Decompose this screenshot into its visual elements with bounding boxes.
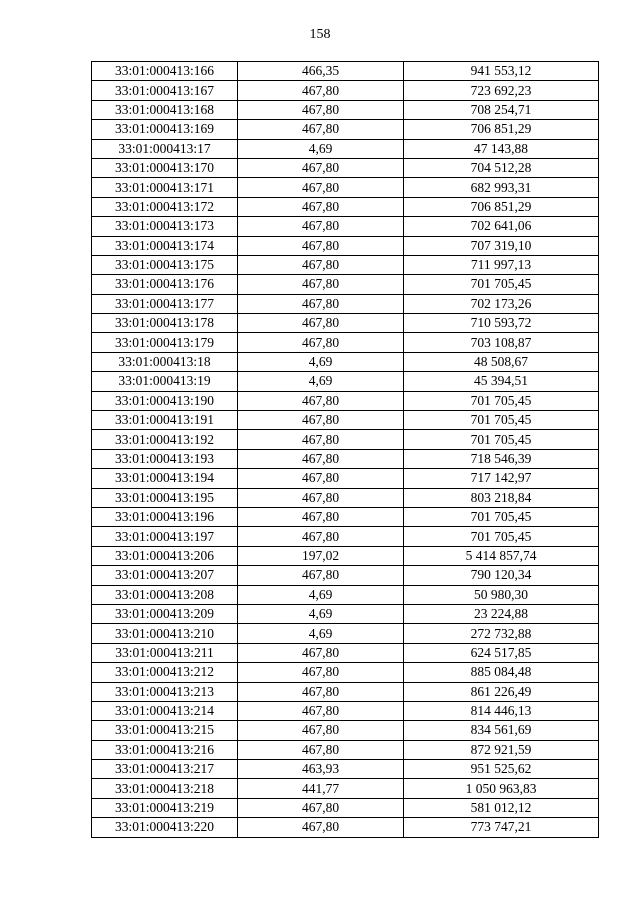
value-cell: 48 508,67	[404, 352, 599, 371]
table-body	[92, 62, 599, 838]
value-cell: 711 997,13	[404, 255, 599, 274]
value-cell: 23 224,88	[404, 604, 599, 623]
value-cell: 706 851,29	[404, 120, 599, 139]
table-row	[92, 294, 599, 313]
value-cell: 45 394,51	[404, 372, 599, 391]
area-cell: 467,80	[238, 818, 404, 837]
cadastral-number-cell: 33:01:000413:173	[92, 217, 238, 236]
value-cell: 951 525,62	[404, 760, 599, 779]
cadastral-number-cell: 33:01:000413:18	[92, 352, 238, 371]
cadastral-number-cell: 33:01:000413:168	[92, 100, 238, 119]
table-row	[92, 81, 599, 100]
value-cell: 706 851,29	[404, 197, 599, 216]
area-cell: 467,80	[238, 430, 404, 449]
area-cell: 467,80	[238, 275, 404, 294]
cadastral-number-cell: 33:01:000413:206	[92, 546, 238, 565]
value-cell: 682 993,31	[404, 178, 599, 197]
area-cell: 4,69	[238, 585, 404, 604]
table-row	[92, 663, 599, 682]
cadastral-number-cell: 33:01:000413:174	[92, 236, 238, 255]
cadastral-number-cell: 33:01:000413:196	[92, 507, 238, 526]
cadastral-number-cell: 33:01:000413:218	[92, 779, 238, 798]
cadastral-number-cell: 33:01:000413:195	[92, 488, 238, 507]
cadastral-number-cell: 33:01:000413:179	[92, 333, 238, 352]
area-cell: 467,80	[238, 120, 404, 139]
value-cell: 834 561,69	[404, 721, 599, 740]
table-row	[92, 411, 599, 430]
area-cell: 467,80	[238, 236, 404, 255]
cadastral-number-cell: 33:01:000413:207	[92, 566, 238, 585]
value-cell: 701 705,45	[404, 527, 599, 546]
value-cell: 885 084,48	[404, 663, 599, 682]
value-cell: 861 226,49	[404, 682, 599, 701]
area-cell: 467,80	[238, 488, 404, 507]
value-cell: 814 446,13	[404, 701, 599, 720]
cadastral-table	[91, 61, 599, 838]
cadastral-number-cell: 33:01:000413:190	[92, 391, 238, 410]
area-cell: 467,80	[238, 197, 404, 216]
table-row	[92, 624, 599, 643]
page-number: 158	[309, 27, 331, 42]
table-row	[92, 740, 599, 759]
cadastral-number-cell: 33:01:000413:212	[92, 663, 238, 682]
area-cell: 4,69	[238, 139, 404, 158]
value-cell: 708 254,71	[404, 100, 599, 119]
area-cell: 441,77	[238, 779, 404, 798]
table-row	[92, 391, 599, 410]
table-row	[92, 120, 599, 139]
value-cell: 707 319,10	[404, 236, 599, 255]
table-row	[92, 62, 599, 81]
cadastral-number-cell: 33:01:000413:217	[92, 760, 238, 779]
cadastral-number-cell: 33:01:000413:19	[92, 372, 238, 391]
table-row	[92, 798, 599, 817]
table-row	[92, 682, 599, 701]
cadastral-number-cell: 33:01:000413:220	[92, 818, 238, 837]
value-cell: 703 108,87	[404, 333, 599, 352]
cadastral-number-cell: 33:01:000413:209	[92, 604, 238, 623]
value-cell: 773 747,21	[404, 818, 599, 837]
table-row	[92, 643, 599, 662]
cadastral-number-cell: 33:01:000413:216	[92, 740, 238, 759]
cadastral-number-cell: 33:01:000413:169	[92, 120, 238, 139]
cadastral-number-cell: 33:01:000413:172	[92, 197, 238, 216]
value-cell: 701 705,45	[404, 275, 599, 294]
cadastral-number-cell: 33:01:000413:214	[92, 701, 238, 720]
table-row	[92, 333, 599, 352]
area-cell: 467,80	[238, 566, 404, 585]
area-cell: 467,80	[238, 178, 404, 197]
cadastral-number-cell: 33:01:000413:176	[92, 275, 238, 294]
area-cell: 467,80	[238, 701, 404, 720]
value-cell: 702 641,06	[404, 217, 599, 236]
table-row	[92, 158, 599, 177]
table-row	[92, 352, 599, 371]
value-cell: 790 120,34	[404, 566, 599, 585]
area-cell: 467,80	[238, 411, 404, 430]
table-row	[92, 546, 599, 565]
table-row	[92, 527, 599, 546]
value-cell: 272 732,88	[404, 624, 599, 643]
table-row	[92, 275, 599, 294]
table-row	[92, 197, 599, 216]
cadastral-number-cell: 33:01:000413:219	[92, 798, 238, 817]
cadastral-number-cell: 33:01:000413:194	[92, 469, 238, 488]
area-cell: 467,80	[238, 721, 404, 740]
cadastral-number-cell: 33:01:000413:17	[92, 139, 238, 158]
table-row	[92, 255, 599, 274]
area-cell: 467,80	[238, 81, 404, 100]
cadastral-number-cell: 33:01:000413:193	[92, 449, 238, 468]
cadastral-number-cell: 33:01:000413:191	[92, 411, 238, 430]
cadastral-number-cell: 33:01:000413:197	[92, 527, 238, 546]
value-cell: 702 173,26	[404, 294, 599, 313]
cadastral-number-cell: 33:01:000413:171	[92, 178, 238, 197]
area-cell: 467,80	[238, 333, 404, 352]
cadastral-number-cell: 33:01:000413:215	[92, 721, 238, 740]
table-row	[92, 449, 599, 468]
table-row	[92, 100, 599, 119]
table-row	[92, 217, 599, 236]
cadastral-number-cell: 33:01:000413:213	[92, 682, 238, 701]
area-cell: 467,80	[238, 449, 404, 468]
area-cell: 467,80	[238, 798, 404, 817]
value-cell: 941 553,12	[404, 62, 599, 81]
area-cell: 467,80	[238, 740, 404, 759]
area-cell: 467,80	[238, 507, 404, 526]
area-cell: 4,69	[238, 624, 404, 643]
value-cell: 717 142,97	[404, 469, 599, 488]
value-cell: 704 512,28	[404, 158, 599, 177]
area-cell: 4,69	[238, 372, 404, 391]
cadastral-number-cell: 33:01:000413:177	[92, 294, 238, 313]
cadastral-number-cell: 33:01:000413:208	[92, 585, 238, 604]
table-row	[92, 721, 599, 740]
area-cell: 467,80	[238, 527, 404, 546]
area-cell: 467,80	[238, 682, 404, 701]
value-cell: 701 705,45	[404, 430, 599, 449]
table-row	[92, 585, 599, 604]
value-cell: 701 705,45	[404, 411, 599, 430]
table-row	[92, 430, 599, 449]
cadastral-number-cell: 33:01:000413:178	[92, 314, 238, 333]
area-cell: 467,80	[238, 158, 404, 177]
area-cell: 467,80	[238, 100, 404, 119]
table-row	[92, 507, 599, 526]
table-row	[92, 236, 599, 255]
area-cell: 467,80	[238, 294, 404, 313]
cadastral-number-cell: 33:01:000413:170	[92, 158, 238, 177]
value-cell: 803 218,84	[404, 488, 599, 507]
area-cell: 467,80	[238, 663, 404, 682]
area-cell: 4,69	[238, 352, 404, 371]
area-cell: 197,02	[238, 546, 404, 565]
cadastral-number-cell: 33:01:000413:175	[92, 255, 238, 274]
area-cell: 463,93	[238, 760, 404, 779]
area-cell: 467,80	[238, 255, 404, 274]
value-cell: 872 921,59	[404, 740, 599, 759]
value-cell: 710 593,72	[404, 314, 599, 333]
area-cell: 467,80	[238, 643, 404, 662]
table-row	[92, 566, 599, 585]
area-cell: 466,35	[238, 62, 404, 81]
table-row	[92, 178, 599, 197]
table-row	[92, 604, 599, 623]
cadastral-number-cell: 33:01:000413:210	[92, 624, 238, 643]
value-cell: 701 705,45	[404, 391, 599, 410]
table-row	[92, 469, 599, 488]
area-cell: 467,80	[238, 391, 404, 410]
area-cell: 4,69	[238, 604, 404, 623]
value-cell: 701 705,45	[404, 507, 599, 526]
value-cell: 1 050 963,83	[404, 779, 599, 798]
table-row	[92, 701, 599, 720]
value-cell: 723 692,23	[404, 81, 599, 100]
cadastral-number-cell: 33:01:000413:211	[92, 643, 238, 662]
area-cell: 467,80	[238, 217, 404, 236]
value-cell: 624 517,85	[404, 643, 599, 662]
table-row	[92, 139, 599, 158]
table-row	[92, 488, 599, 507]
table-row	[92, 760, 599, 779]
area-cell: 467,80	[238, 314, 404, 333]
area-cell: 467,80	[238, 469, 404, 488]
value-cell: 50 980,30	[404, 585, 599, 604]
table-row	[92, 779, 599, 798]
cadastral-number-cell: 33:01:000413:166	[92, 62, 238, 81]
table-row	[92, 372, 599, 391]
value-cell: 5 414 857,74	[404, 546, 599, 565]
table-row	[92, 818, 599, 837]
cadastral-number-cell: 33:01:000413:192	[92, 430, 238, 449]
value-cell: 47 143,88	[404, 139, 599, 158]
cadastral-number-cell: 33:01:000413:167	[92, 81, 238, 100]
value-cell: 581 012,12	[404, 798, 599, 817]
value-cell: 718 546,39	[404, 449, 599, 468]
table-row	[92, 314, 599, 333]
